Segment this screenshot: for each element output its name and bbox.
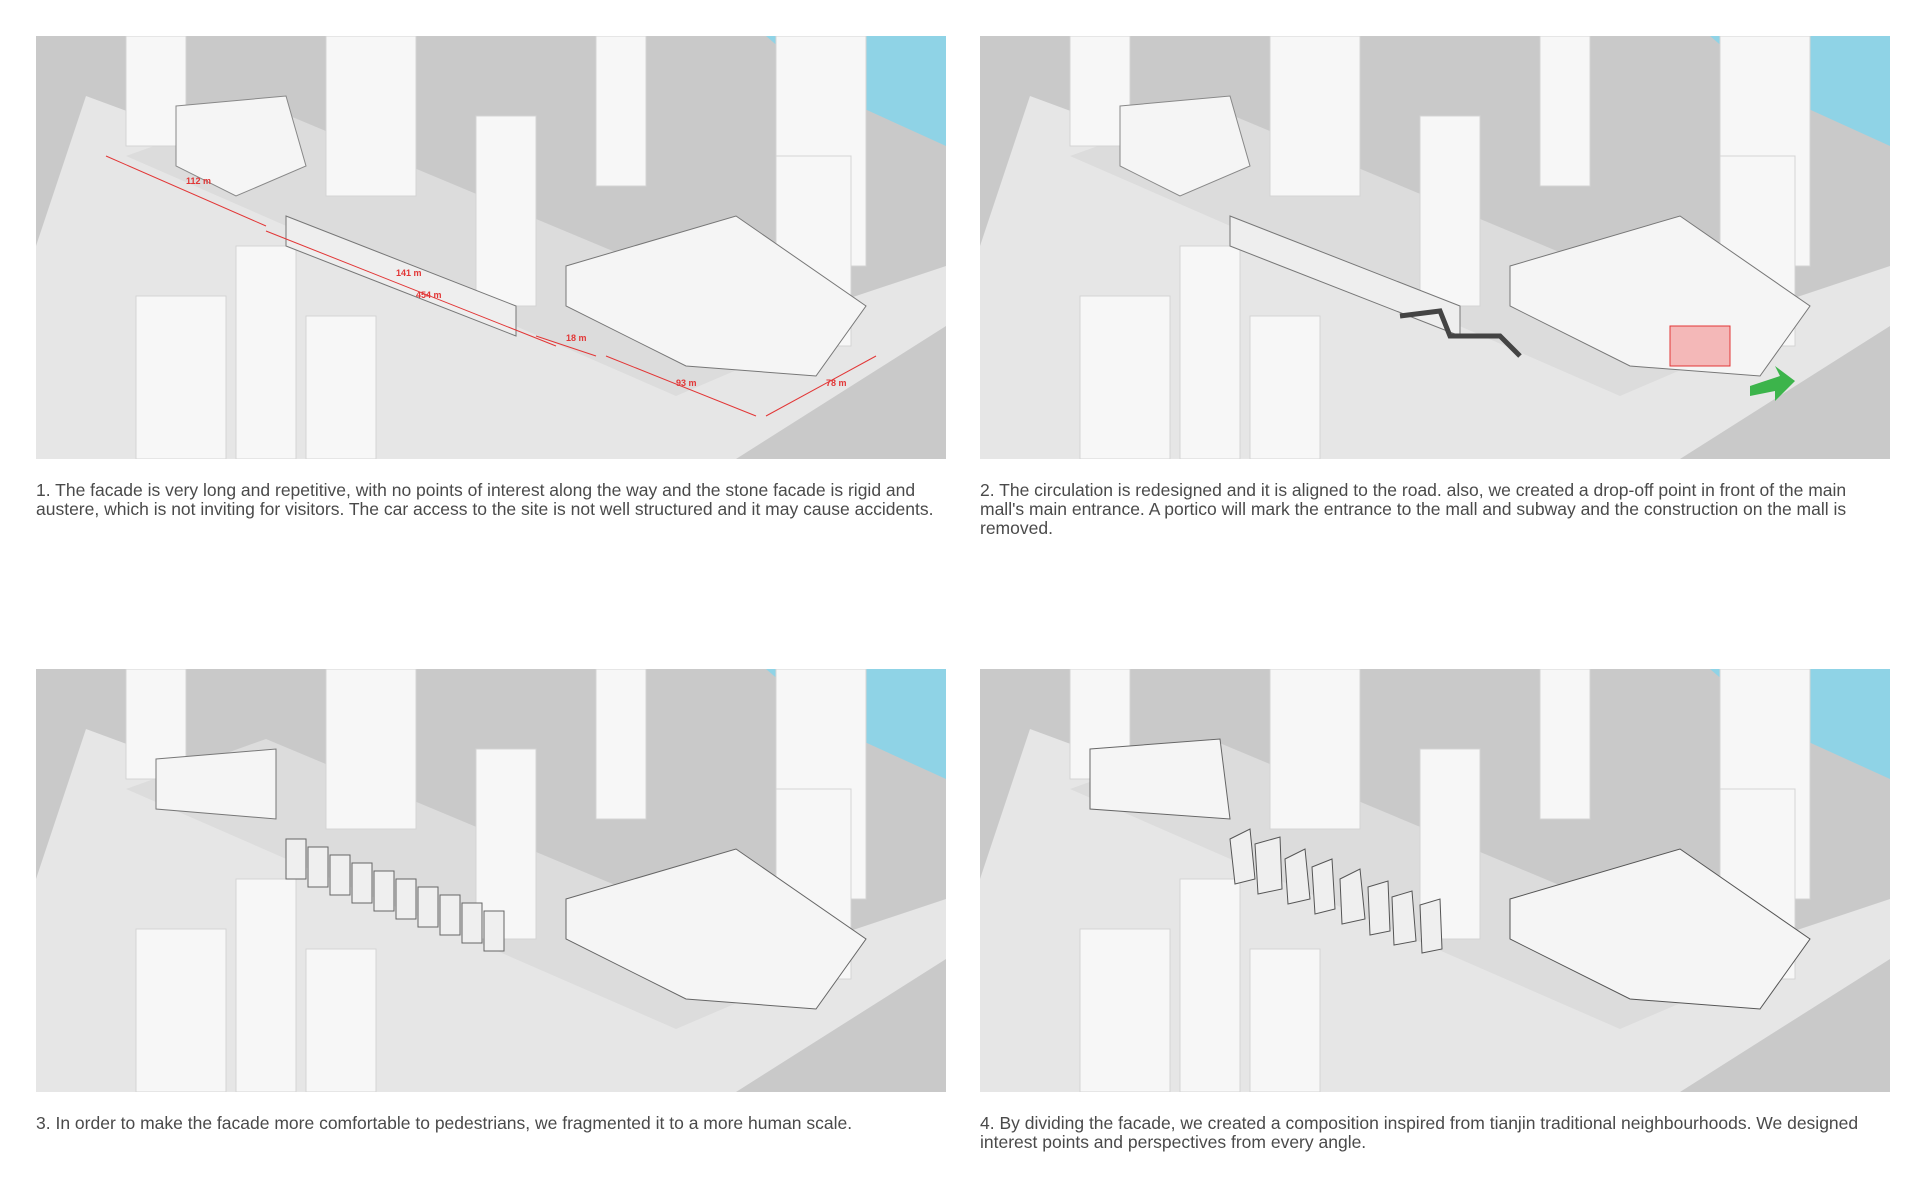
dim-label-112: 112 m — [186, 176, 212, 186]
dim-label-78: 78 m — [826, 378, 847, 388]
caption-step-3: 3. In order to make the facade more comfortable to pedestrians, we fragmented it to a more human scale. — [36, 1113, 853, 1133]
dim-label-454: 454 m — [416, 290, 442, 300]
axonometric-diagram-1 — [36, 36, 946, 459]
tower — [326, 36, 416, 196]
tower — [136, 296, 226, 459]
axonometric-diagram-4 — [980, 669, 1890, 1092]
caption-step-4: 4. By dividing the facade, we created a composition inspired from tianjin traditional neighbourhoods. We designed interest points and perspectives from every angle. — [980, 1113, 1859, 1152]
axonometric-diagram-2 — [980, 36, 1890, 459]
panel-step-1 — [36, 36, 946, 519]
tower — [236, 246, 296, 459]
mall-block-west — [1090, 739, 1230, 819]
dim-label-141: 141 m — [396, 268, 422, 278]
caption-step-2: 2. The circulation is redesigned and it is aligned to the road. also, we created a drop-off point in front of the main mall's main entrance. A portico will mark the entrance to the mall and subway and the construction on the mall is removed. — [980, 480, 1847, 538]
portico — [1670, 326, 1730, 366]
dim-label-93: 93 m — [676, 378, 697, 388]
panel-step-2 — [980, 36, 1890, 538]
tower — [306, 316, 376, 459]
dim-label-18: 18 m — [566, 333, 587, 343]
mall-block-west — [156, 749, 276, 819]
tower — [476, 116, 536, 306]
tower — [596, 36, 646, 186]
panel-step-4 — [980, 669, 1890, 1152]
caption-step-1: 1. The facade is very long and repetitive, with no points of interest along the way and the stone facade is rigid and austere, which is not inviting for visitors. The car access to the site is not well structured and it may cause accidents. — [36, 480, 934, 519]
panel-step-3 — [36, 669, 946, 1133]
axonometric-diagram-3 — [36, 669, 946, 1092]
